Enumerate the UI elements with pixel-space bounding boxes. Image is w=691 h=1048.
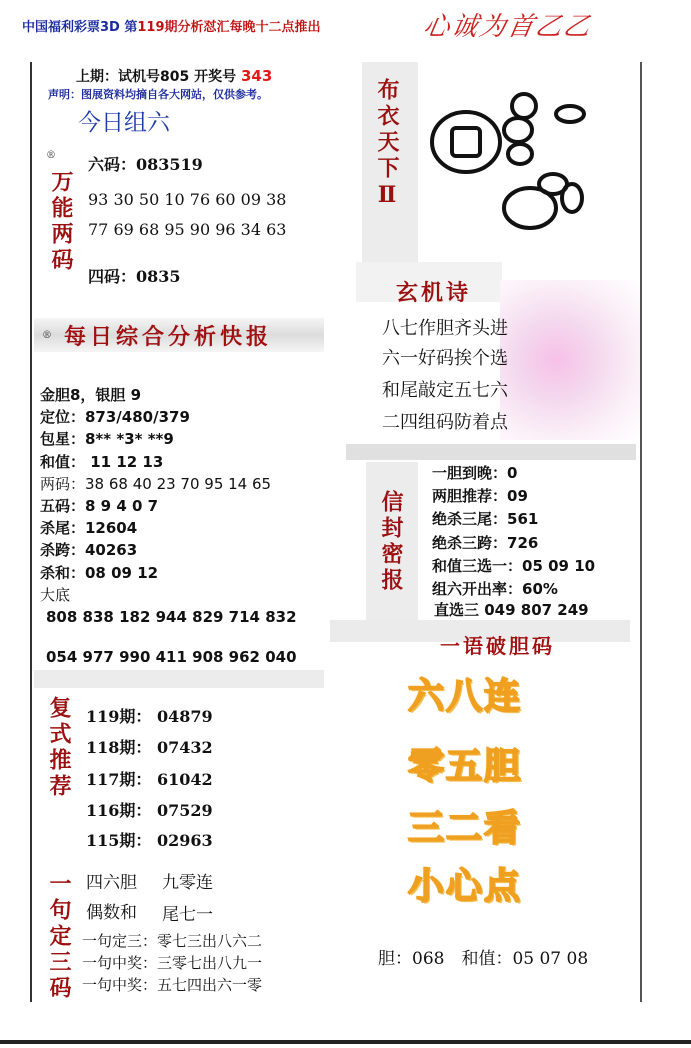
envelope-line: 两胆推荐：09 [432, 487, 528, 505]
two-code-row-2: 77 69 68 95 90 96 34 63 [88, 220, 287, 239]
last-draw-line: 上期：试机号805 开奖号 343 [76, 67, 273, 85]
fushi-divider [34, 670, 324, 688]
yiju-sentence: 一句中奖：五七四出六一零 [82, 976, 263, 994]
poem-line: 二四组码防着点 [382, 412, 508, 433]
yiju-tip: 九零连 [162, 873, 213, 893]
analysis-line: 808 838 182 944 829 714 832 [46, 608, 297, 626]
envelope-title: 信封密报 [378, 490, 404, 594]
yiju-tip: 尾七一 [162, 905, 213, 925]
header-script-title: 心诚为首乙乙 [420, 12, 595, 42]
daily-banner-title: 每日综合分析快报 [64, 324, 273, 350]
yiju-tip: 偶数和 [86, 903, 137, 923]
analysis-line: 定位：873/480/379 [40, 408, 190, 426]
envelope-divider [346, 444, 636, 460]
buyi-title: 布衣天下Ⅱ [374, 78, 400, 212]
poem-title: 玄机诗 [396, 280, 472, 306]
analysis-line: 杀尾：12604 [40, 519, 138, 537]
circle-drawing [418, 84, 618, 244]
registered-mark: ® [46, 150, 56, 161]
analysis-line: 054 977 990 411 908 962 040 [46, 648, 297, 666]
header-title: 中国福利彩票3D 第119期分析怼汇每晚十二点推出 [22, 20, 321, 35]
envelope-line: 直选三 049 807 249 [434, 601, 589, 619]
analysis-line: 杀和：08 09 12 [40, 564, 159, 582]
six-code: 六码：083519 [88, 155, 203, 174]
fushi-row: 119期： 04879 [86, 707, 213, 726]
two-code-row-1: 93 30 50 10 76 60 09 38 [88, 190, 287, 209]
analysis-line: 金胆8，银胆 9 [40, 386, 142, 404]
gold-line: 小心点 [408, 865, 523, 907]
envelope-line: 绝杀三尾：561 [432, 510, 539, 528]
fushi-row: 115期： 02963 [86, 831, 213, 850]
yiju-sentence: 一句定三：零七三出八六二 [82, 932, 263, 950]
poem-line: 八七作胆齐头进 [382, 318, 508, 339]
registered-mark-2: ® [42, 330, 52, 341]
analysis-line: 五码：8 9 4 0 7 [40, 497, 159, 515]
poem-line: 六一好码挨个选 [382, 348, 508, 369]
analysis-line: 杀跨：40263 [40, 541, 138, 559]
envelope-line: 一胆到晚：0 [432, 464, 518, 482]
analysis-line: 两码：38 68 40 23 70 95 14 65 [40, 475, 272, 493]
four-code: 四码：0835 [88, 267, 181, 286]
disclaimer: 声明：图展资料均摘自各大网站，仅供参考。 [48, 88, 268, 101]
fushi-row: 118期： 07432 [86, 738, 213, 757]
gold-line: 六八连 [408, 675, 523, 717]
envelope-line: 绝杀三跨：726 [432, 534, 539, 552]
bottom-dan-sum: 胆：068 和值：05 07 08 [378, 949, 589, 969]
yiju-tip: 四六胆 [86, 873, 137, 893]
fushi-title: 复式推荐 [46, 696, 72, 800]
analysis-line: 包星：8** *3* **9 [40, 430, 174, 448]
oneword-title: 一语破胆码 [440, 634, 555, 658]
gold-line: 零五胆 [408, 745, 523, 787]
blurred-image [500, 280, 640, 440]
fushi-row: 117期： 61042 [86, 770, 213, 789]
gold-line: 三二看 [408, 807, 523, 849]
poem-line: 和尾敲定五七六 [382, 380, 508, 401]
yiju-title: 一句定三码 [46, 872, 72, 1002]
analysis-line: 大底 [40, 586, 71, 604]
yiju-sentence: 一句中奖：三零七出八九一 [82, 954, 263, 972]
today-group6-title: 今日组六 [78, 110, 170, 136]
fushi-row: 116期： 07529 [86, 801, 213, 820]
envelope-line: 组六开出率：60% [432, 580, 558, 598]
analysis-line: 和值： 11 12 13 [40, 453, 164, 471]
wanneng-title: 万能两码 [48, 170, 74, 274]
bottom-rule [0, 1040, 691, 1044]
envelope-line: 和值三选一：05 09 10 [432, 557, 596, 575]
